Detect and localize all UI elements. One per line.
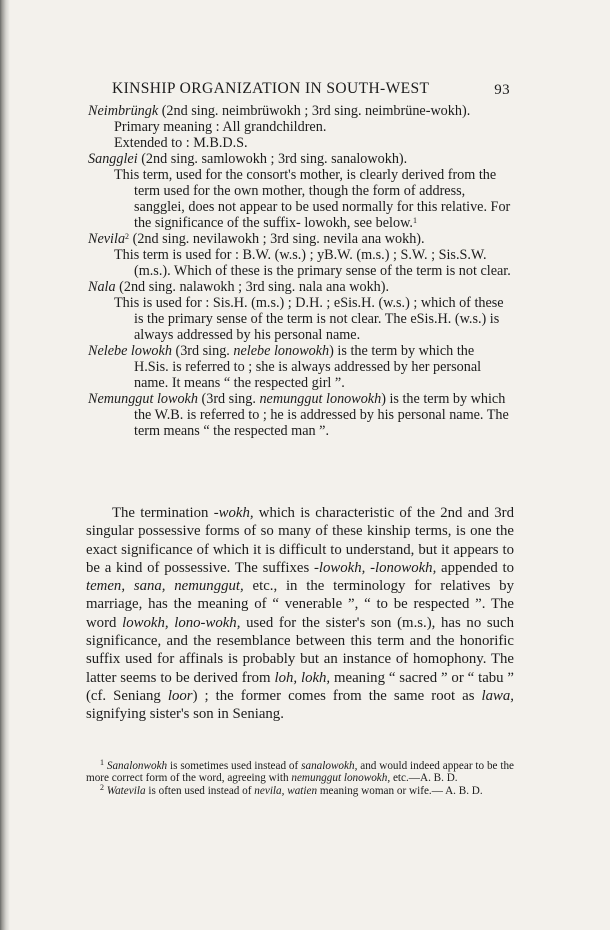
paragraph-term: lawa,	[481, 687, 515, 704]
entry-forms: (2nd sing. neimbrüwokh ; 3rd sing. neimbrüne-wokh).	[161, 103, 471, 119]
footnote-mark: 1	[100, 758, 104, 767]
entry-text: (3rd sing.	[201, 391, 256, 407]
entry-term: Nelebe lowokh	[88, 343, 172, 359]
paragraph-term: loh, lokh,	[274, 669, 331, 686]
paragraph-text: etc., in the terminology for relatives by marriage, has the meaning of “ venerable ”, “ to be respected ”. The word	[86, 578, 514, 631]
page-number: 93	[494, 82, 510, 98]
footnote-term: Sanalonwokh	[106, 760, 168, 772]
entry-form-term: nemunggut lonowokh	[259, 391, 382, 407]
footnotes	[86, 760, 514, 797]
footnote-text: and would indeed appear to be the more correct form of the word, agreeing with	[86, 760, 515, 785]
header-title: KINSHIP ORGANIZATION IN SOUTH-WEST	[112, 80, 430, 97]
paragraph-term: -wokh,	[213, 505, 254, 521]
entry-forms: (2nd sing. nalawokh ; 3rd sing. nala ana wokh).	[119, 279, 390, 295]
paragraph-text: appended to	[441, 559, 514, 576]
entry-forms: (2nd sing. samlowokh ; 3rd sing. sanalowokh).	[141, 151, 408, 167]
entry-description: This term, used for the consort's mother, is clearly derived from the term used for the own mother, though the form of address, sangglei, does not appear to be used normally for this relative. For the significance of the suffix- lowokh, see below.	[114, 167, 511, 231]
entry-nevila	[88, 231, 512, 279]
paragraph-text: which is characteristic of the 2nd and 3rd singular possessive forms of so many of these kinship terms, is one the exact significance of which it is difficult to understand, but it appears to be a kind of possessive. The suffixes	[86, 505, 514, 576]
paragraph-term: loor	[167, 687, 193, 704]
entry-description: This is used for : Sis.H. (m.s.) ; D.H. ; eSis.H. (w.s.) ; which of these is the primary sense of the term is not clear. The eSis.H. (w.s.) is always addressed by his personal name.	[114, 295, 504, 343]
footnote-term: nemunggut lonowokh,	[291, 772, 391, 785]
paragraph-text: used for the sister's son (m.s.), has no such significance, and the resemblance between this term and the honorific suffix used for affinals is probably but an instance of homophony. The latter seems to be derived from	[86, 614, 515, 686]
entry-term: Nevila	[88, 231, 126, 247]
running-header	[112, 80, 510, 98]
entry-form-term: nelebe lonowokh	[233, 343, 330, 359]
footnote-text: etc.—A. B. D.	[392, 772, 458, 785]
footnote-term: Watevila	[106, 784, 146, 797]
footnote-1	[86, 760, 514, 785]
footnote-text: is often used instead of	[148, 784, 252, 797]
paragraph-text: ) ; the former comes from the same root as	[192, 687, 475, 704]
footnote-term: nevila, watien	[254, 784, 318, 797]
entry-term: Nemunggut lowokh	[88, 391, 198, 407]
body-paragraph	[86, 504, 514, 724]
paragraph-term: lowokh, lono-wokh,	[122, 614, 241, 631]
entry-sangglei	[88, 151, 512, 231]
footnote-term: sanalowokh,	[301, 760, 358, 772]
entry-term: Nala	[88, 279, 116, 295]
footnote-2	[86, 782, 514, 797]
footnote-mark: 2	[100, 782, 104, 792]
footnote-text: is sometimes used instead of	[170, 760, 299, 772]
entry-nemunggut-lowokh	[88, 391, 512, 439]
paragraph-term: temen, sana, nemunggut,	[86, 578, 244, 595]
paragraph-text: meaning “ sacred ” or “ tabu ” (cf. Seniang	[86, 669, 515, 704]
entry-term: Neimbrüngk	[88, 103, 159, 119]
entry-text: ) is the term by which the H.Sis. is referred to ; she is always addressed by her personal name. It means “ the respected girl ”.	[134, 343, 482, 391]
paragraph-text: The termination	[112, 505, 209, 521]
entry-nelebe-lowokh	[88, 343, 512, 391]
paragraph-text: signifying sister's son in Seniang.	[86, 706, 284, 723]
entry-description: This term is used for : B.W. (w.s.) ; yB.W. (m.s.) ; S.W. ; Sis.S.W. (m.s.). Which of these is the primary sense of the term is not clear.	[114, 247, 511, 279]
entry-neimbrungk	[88, 103, 512, 151]
entry-text: ) is the term by which the W.B. is referred to ; he is addressed by his personal name. The term means “ the respected man ”.	[134, 391, 509, 439]
entry-forms: (2nd sing. nevilawokh ; 3rd sing. nevila ana wokh).	[132, 231, 425, 247]
footnote-ref: 1	[412, 216, 417, 225]
entry-term: Sangglei	[88, 151, 138, 167]
footnote-ref: 2	[125, 232, 130, 241]
entry-nala	[88, 279, 512, 343]
kinship-entries	[88, 103, 512, 439]
footnote-text: meaning woman or wife.— A. B. D.	[319, 784, 483, 797]
paragraph-term: -lowokh, -lonowokh,	[313, 559, 437, 576]
entry-line: Primary meaning : All grandchildren.	[114, 119, 327, 135]
entry-line: Extended to : M.B.D.S.	[114, 135, 248, 151]
entry-text: (3rd sing.	[175, 343, 230, 359]
